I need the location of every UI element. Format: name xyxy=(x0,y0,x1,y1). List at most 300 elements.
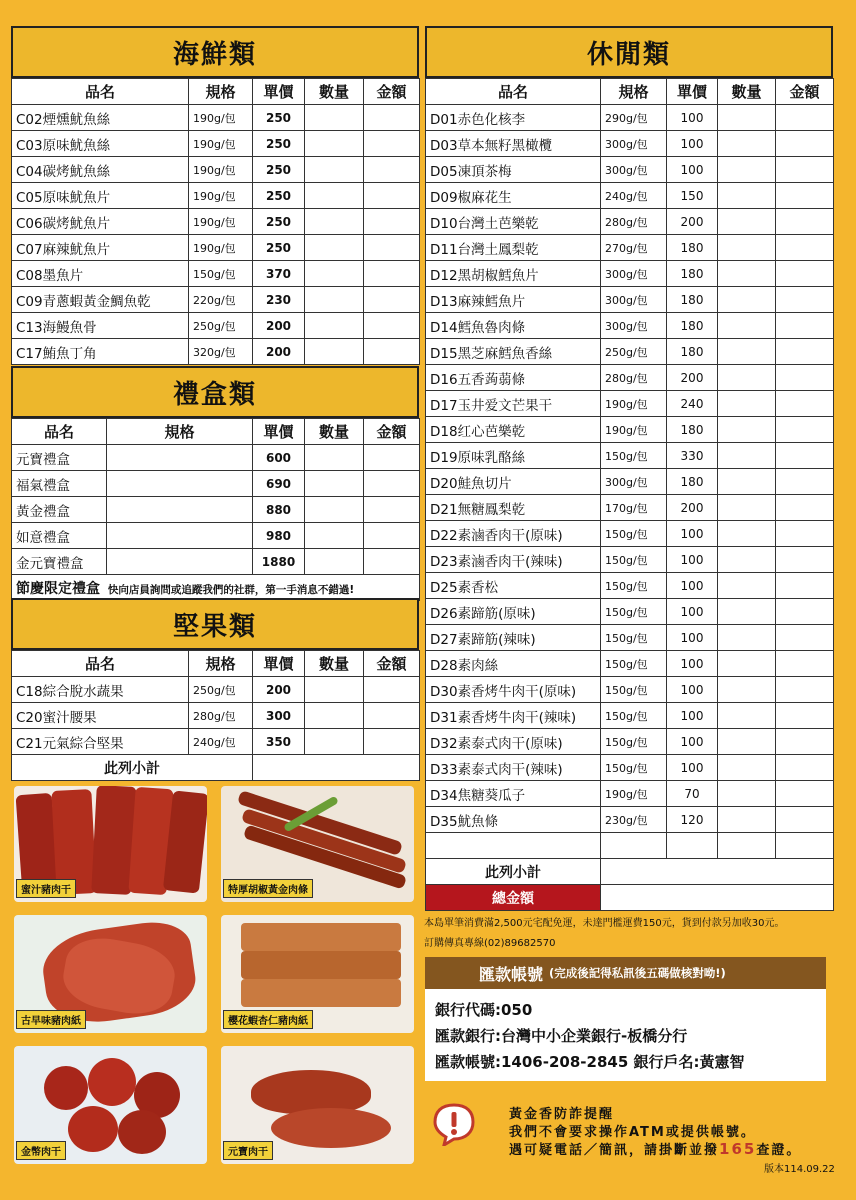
amount-cell[interactable] xyxy=(364,157,420,183)
amount-cell[interactable] xyxy=(776,417,834,443)
qty-input[interactable] xyxy=(718,521,776,547)
qty-input[interactable] xyxy=(718,157,776,183)
table-row xyxy=(426,261,834,287)
item-name: C17鮪魚丁角 xyxy=(12,339,189,365)
table-row xyxy=(12,131,420,157)
item-name: C08墨魚片 xyxy=(12,261,189,287)
item-name: 元寶禮盒 xyxy=(12,445,107,471)
snacks-subtotal-value[interactable] xyxy=(601,859,834,885)
col-header-qty: 數量 xyxy=(718,79,776,105)
amount-cell[interactable] xyxy=(364,287,420,313)
item-spec: 300g/包 xyxy=(601,313,667,339)
nuts-subtotal-value[interactable] xyxy=(253,755,420,781)
col-header-spec: 規格 xyxy=(189,651,253,677)
item-name: D11台灣土鳳梨乾 xyxy=(426,235,601,261)
item-spec: 280g/包 xyxy=(601,365,667,391)
amount-cell[interactable] xyxy=(364,703,420,729)
amount-cell[interactable] xyxy=(776,365,834,391)
table-row xyxy=(426,131,834,157)
item-price: 180 xyxy=(667,313,718,339)
qty-input[interactable] xyxy=(718,313,776,339)
item-name: D15黑芝麻鱈魚香絲 xyxy=(426,339,601,365)
bank-code: 銀行代碼:050 xyxy=(435,1001,533,1019)
col-header-qty: 數量 xyxy=(305,79,364,105)
col-header-amount: 金額 xyxy=(776,79,834,105)
item-spec: 150g/包 xyxy=(601,443,667,469)
item-name: C04碳烤魷魚絲 xyxy=(12,157,189,183)
table-row xyxy=(426,209,834,235)
qty-input[interactable] xyxy=(718,391,776,417)
item-spec xyxy=(107,523,253,549)
item-name: D18红心芭樂乾 xyxy=(426,417,601,443)
item-name: D14鱈魚魯肉條 xyxy=(426,313,601,339)
table-row xyxy=(12,287,420,313)
item-price: 70 xyxy=(667,781,718,807)
table-row xyxy=(426,105,834,131)
item-name: D12黑胡椒鱈魚片 xyxy=(426,261,601,287)
meat-shape xyxy=(118,1110,166,1154)
col-header-name: 品名 xyxy=(12,419,107,445)
table-row xyxy=(426,625,834,651)
item-price: 250 xyxy=(253,131,305,157)
qty-input[interactable] xyxy=(718,183,776,209)
qty-input[interactable] xyxy=(718,131,776,157)
amount-cell[interactable] xyxy=(776,781,834,807)
item-price: 880 xyxy=(253,497,305,523)
table-row xyxy=(426,157,834,183)
item-spec: 190g/包 xyxy=(601,781,667,807)
table-row xyxy=(426,729,834,755)
seafood-table xyxy=(11,78,420,365)
qty-input[interactable] xyxy=(305,677,364,703)
item-price: 100 xyxy=(667,755,718,781)
item-spec: 280g/包 xyxy=(601,209,667,235)
amount-cell[interactable] xyxy=(776,599,834,625)
bank-title-note: (完成後記得私訊後五碼做核對呦!) xyxy=(549,966,726,980)
qty-input[interactable] xyxy=(718,235,776,261)
amount-cell[interactable] xyxy=(364,549,420,575)
item-spec xyxy=(107,445,253,471)
qty-input[interactable] xyxy=(718,339,776,365)
item-spec: 250g/包 xyxy=(189,313,253,339)
item-price: 250 xyxy=(253,209,305,235)
amount-cell[interactable] xyxy=(776,287,834,313)
item-name: 黃金禮盒 xyxy=(12,497,107,523)
item-name: 如意禮盒 xyxy=(12,523,107,549)
item-spec: 150g/包 xyxy=(601,521,667,547)
photo-pepper-meat-strips xyxy=(221,786,414,902)
amount-cell[interactable] xyxy=(776,131,834,157)
qty-input[interactable] xyxy=(305,131,364,157)
item-price: 690 xyxy=(253,471,305,497)
qty-input[interactable] xyxy=(718,781,776,807)
item-name: D19原味乳酪絲 xyxy=(426,443,601,469)
table-row xyxy=(12,497,420,523)
meat-shape xyxy=(251,1070,371,1114)
item-price: 200 xyxy=(253,339,305,365)
table-row xyxy=(426,677,834,703)
table-row xyxy=(12,729,420,755)
col-header-name: 品名 xyxy=(426,79,601,105)
nuts-title: 堅果類 xyxy=(11,598,419,650)
item-name: D25素香松 xyxy=(426,573,601,599)
blank-cell xyxy=(667,833,718,859)
item-price: 300 xyxy=(253,703,305,729)
meat-shape xyxy=(88,1058,136,1106)
col-header-spec: 規格 xyxy=(189,79,253,105)
seafood-title: 海鮮類 xyxy=(11,26,419,78)
qty-input[interactable] xyxy=(305,549,364,575)
qty-input[interactable] xyxy=(718,105,776,131)
item-spec: 190g/包 xyxy=(189,235,253,261)
item-spec: 250g/包 xyxy=(601,339,667,365)
anti-fraud-hotline: 165 xyxy=(719,1140,757,1158)
item-name: D26素蹄筋(原味) xyxy=(426,599,601,625)
amount-cell[interactable] xyxy=(364,209,420,235)
item-price: 100 xyxy=(667,157,718,183)
table-row xyxy=(12,261,420,287)
table-row xyxy=(426,365,834,391)
amount-cell[interactable] xyxy=(776,677,834,703)
qty-input[interactable] xyxy=(305,339,364,365)
bank-name: 匯款銀行:台灣中小企業銀行-板橋分行 xyxy=(435,1027,688,1045)
giftbox-title: 禮盒類 xyxy=(11,366,419,418)
qty-input[interactable] xyxy=(305,703,364,729)
item-spec: 150g/包 xyxy=(601,677,667,703)
amount-cell[interactable] xyxy=(776,313,834,339)
holiday-note: 快向店員詢問或追蹤我們的社群，第一手消息不錯過! xyxy=(107,583,355,596)
item-price: 100 xyxy=(667,651,718,677)
item-spec: 320g/包 xyxy=(189,339,253,365)
item-price: 980 xyxy=(253,523,305,549)
qty-input[interactable] xyxy=(718,755,776,781)
item-price: 100 xyxy=(667,131,718,157)
item-name: D27素蹄筋(辣味) xyxy=(426,625,601,651)
meat-shape xyxy=(241,951,401,979)
qty-input[interactable] xyxy=(305,445,364,471)
item-name: C03原味魷魚絲 xyxy=(12,131,189,157)
table-row xyxy=(426,313,834,339)
item-spec: 190g/包 xyxy=(601,417,667,443)
qty-input[interactable] xyxy=(305,471,364,497)
item-name: D05凍頂茶梅 xyxy=(426,157,601,183)
amount-cell[interactable] xyxy=(776,807,834,833)
photo-caption: 櫻花蝦杏仁豬肉紙 xyxy=(223,1010,313,1029)
amount-cell[interactable] xyxy=(776,157,834,183)
item-price: 240 xyxy=(667,391,718,417)
table-row xyxy=(12,339,420,365)
qty-input[interactable] xyxy=(305,105,364,131)
qty-input[interactable] xyxy=(305,729,364,755)
item-spec: 150g/包 xyxy=(601,599,667,625)
meat-shape xyxy=(241,979,401,1007)
amount-cell[interactable] xyxy=(364,313,420,339)
item-price: 180 xyxy=(667,287,718,313)
table-row xyxy=(12,105,420,131)
col-header-name: 品名 xyxy=(12,651,189,677)
warning-icon xyxy=(432,1102,476,1146)
qty-input[interactable] xyxy=(718,469,776,495)
amount-cell[interactable] xyxy=(364,261,420,287)
item-price: 100 xyxy=(667,677,718,703)
item-spec: 290g/包 xyxy=(601,105,667,131)
nuts-subtotal-label: 此列小計 xyxy=(12,755,253,781)
qty-input[interactable] xyxy=(305,287,364,313)
col-header-price: 單價 xyxy=(253,419,305,445)
item-spec: 250g/包 xyxy=(189,677,253,703)
photo-caption: 蜜汁豬肉干 xyxy=(16,879,76,898)
amount-cell[interactable] xyxy=(364,445,420,471)
table-row xyxy=(426,755,834,781)
item-price: 250 xyxy=(253,105,305,131)
item-name: 金元寶禮盒 xyxy=(12,549,107,575)
amount-cell[interactable] xyxy=(776,495,834,521)
item-price: 180 xyxy=(667,261,718,287)
photo-yuanbao-jerky xyxy=(221,1046,414,1164)
item-spec: 150g/包 xyxy=(601,625,667,651)
qty-input[interactable] xyxy=(718,625,776,651)
qty-input[interactable] xyxy=(718,495,776,521)
table-row xyxy=(12,235,420,261)
item-price: 120 xyxy=(667,807,718,833)
item-spec: 190g/包 xyxy=(189,105,253,131)
item-price: 100 xyxy=(667,729,718,755)
item-price: 180 xyxy=(667,339,718,365)
col-header-price: 單價 xyxy=(667,79,718,105)
item-price: 180 xyxy=(667,417,718,443)
item-spec: 190g/包 xyxy=(189,157,253,183)
photo-gold-coin-jerky xyxy=(14,1046,207,1164)
blank-cell xyxy=(776,833,834,859)
item-name: C06碳烤魷魚片 xyxy=(12,209,189,235)
amount-cell[interactable] xyxy=(364,677,420,703)
photo-caption: 金幣肉干 xyxy=(16,1141,66,1160)
meat-shape xyxy=(241,923,401,951)
item-spec: 150g/包 xyxy=(601,703,667,729)
table-row xyxy=(426,599,834,625)
qty-input[interactable] xyxy=(718,703,776,729)
item-name: D09椒麻花生 xyxy=(426,183,601,209)
amount-cell[interactable] xyxy=(776,521,834,547)
qty-input[interactable] xyxy=(718,677,776,703)
amount-cell[interactable] xyxy=(776,261,834,287)
item-name: D33素泰式肉干(辣味) xyxy=(426,755,601,781)
qty-input[interactable] xyxy=(305,261,364,287)
amount-cell[interactable] xyxy=(776,235,834,261)
table-row xyxy=(12,471,420,497)
photo-traditional-pork-paper xyxy=(14,915,207,1033)
col-header-amount: 金額 xyxy=(364,79,420,105)
item-price: 330 xyxy=(667,443,718,469)
amount-cell[interactable] xyxy=(364,729,420,755)
qty-input[interactable] xyxy=(718,443,776,469)
blank-cell xyxy=(601,833,667,859)
table-row xyxy=(426,807,834,833)
item-spec: 300g/包 xyxy=(601,261,667,287)
item-name: C05原味魷魚片 xyxy=(12,183,189,209)
table-row xyxy=(12,313,420,339)
qty-input[interactable] xyxy=(718,287,776,313)
item-name: D30素香烤牛肉干(原味) xyxy=(426,677,601,703)
item-price: 100 xyxy=(667,625,718,651)
qty-input[interactable] xyxy=(718,209,776,235)
grand-total-label: 總金額 xyxy=(426,885,601,911)
item-price: 1880 xyxy=(253,549,305,575)
table-row xyxy=(426,183,834,209)
amount-cell[interactable] xyxy=(776,547,834,573)
blank-cell xyxy=(426,833,601,859)
item-name: C13海鰻魚骨 xyxy=(12,313,189,339)
amount-cell[interactable] xyxy=(776,339,834,365)
warning-line-2 xyxy=(509,1139,801,1158)
amount-cell[interactable] xyxy=(364,131,420,157)
table-row xyxy=(426,573,834,599)
holiday-label: 節慶限定禮盒 xyxy=(16,580,100,597)
table-row xyxy=(12,157,420,183)
qty-input[interactable] xyxy=(718,547,776,573)
shipping-note: 本島單筆消費滿2,500元宅配免運，未達門檻運費150元，貨到付款另加收30元。 xyxy=(424,918,785,929)
amount-cell[interactable] xyxy=(364,183,420,209)
qty-input[interactable] xyxy=(305,209,364,235)
item-spec: 150g/包 xyxy=(601,729,667,755)
photo-caption: 古早味豬肉紙 xyxy=(16,1010,86,1029)
qty-input[interactable] xyxy=(305,157,364,183)
table-row xyxy=(426,417,834,443)
item-name: D01赤色化核李 xyxy=(426,105,601,131)
item-price: 250 xyxy=(253,157,305,183)
col-header-spec: 規格 xyxy=(107,419,253,445)
item-name: D35魷魚條 xyxy=(426,807,601,833)
bank-header xyxy=(425,957,826,989)
bank-box xyxy=(425,957,826,1081)
amount-cell[interactable] xyxy=(364,235,420,261)
amount-cell[interactable] xyxy=(776,625,834,651)
amount-cell[interactable] xyxy=(776,443,834,469)
col-header-amount: 金額 xyxy=(364,651,420,677)
qty-input[interactable] xyxy=(305,523,364,549)
item-name: D21無糖鳳梨乾 xyxy=(426,495,601,521)
table-row xyxy=(12,703,420,729)
item-price: 250 xyxy=(253,183,305,209)
bank-title: 匯款帳號 xyxy=(479,964,544,984)
amount-cell[interactable] xyxy=(364,471,420,497)
qty-input[interactable] xyxy=(305,183,364,209)
version-label: 版本114.09.22 xyxy=(764,1164,835,1175)
qty-input[interactable] xyxy=(305,497,364,523)
table-row xyxy=(426,235,834,261)
item-price: 150 xyxy=(667,183,718,209)
giftbox-table xyxy=(11,418,420,601)
photo-honey-pork-jerky xyxy=(14,786,207,902)
col-header-name: 品名 xyxy=(12,79,189,105)
item-name: C18綜合脫水蔬果 xyxy=(12,677,189,703)
bank-account: 匯款帳號:1406-208-2845 銀行戶名:黃憲智 xyxy=(435,1053,745,1071)
col-header-qty: 數量 xyxy=(305,419,364,445)
amount-cell[interactable] xyxy=(776,105,834,131)
amount-cell[interactable] xyxy=(776,183,834,209)
item-spec: 150g/包 xyxy=(601,755,667,781)
item-name: C09青蔥蝦黃金鯛魚乾 xyxy=(12,287,189,313)
amount-cell[interactable] xyxy=(776,209,834,235)
item-price: 180 xyxy=(667,469,718,495)
qty-input[interactable] xyxy=(718,261,776,287)
item-price: 600 xyxy=(253,445,305,471)
item-price: 200 xyxy=(253,677,305,703)
amount-cell[interactable] xyxy=(364,105,420,131)
item-spec: 190g/包 xyxy=(601,391,667,417)
item-price: 230 xyxy=(253,287,305,313)
qty-input[interactable] xyxy=(718,365,776,391)
grand-total-value[interactable] xyxy=(601,885,834,911)
amount-cell[interactable] xyxy=(776,651,834,677)
amount-cell[interactable] xyxy=(776,729,834,755)
table-row xyxy=(12,183,420,209)
qty-input[interactable] xyxy=(305,313,364,339)
amount-cell[interactable] xyxy=(776,755,834,781)
item-name: D28素肉絲 xyxy=(426,651,601,677)
table-row xyxy=(12,549,420,575)
item-spec: 280g/包 xyxy=(189,703,253,729)
item-spec: 300g/包 xyxy=(601,287,667,313)
table-row xyxy=(426,287,834,313)
item-spec: 300g/包 xyxy=(601,131,667,157)
item-name: D17玉井爱文芒果干 xyxy=(426,391,601,417)
qty-input[interactable] xyxy=(718,807,776,833)
item-name: D32素泰式肉干(原味) xyxy=(426,729,601,755)
qty-input[interactable] xyxy=(718,599,776,625)
qty-input[interactable] xyxy=(718,573,776,599)
qty-input[interactable] xyxy=(305,235,364,261)
item-price: 200 xyxy=(667,365,718,391)
item-spec: 240g/包 xyxy=(189,729,253,755)
item-name: D20鮭魚切片 xyxy=(426,469,601,495)
item-spec: 190g/包 xyxy=(189,183,253,209)
amount-cell[interactable] xyxy=(776,391,834,417)
qty-input[interactable] xyxy=(718,729,776,755)
item-spec: 270g/包 xyxy=(601,235,667,261)
table-row xyxy=(426,547,834,573)
item-name: D34焦糖葵瓜子 xyxy=(426,781,601,807)
photo-sakura-shrimp-almond-pork-paper xyxy=(221,915,414,1033)
nuts-table xyxy=(11,650,420,781)
qty-input[interactable] xyxy=(718,417,776,443)
amount-cell[interactable] xyxy=(776,469,834,495)
amount-cell[interactable] xyxy=(364,523,420,549)
amount-cell[interactable] xyxy=(776,703,834,729)
snacks-table xyxy=(425,78,834,911)
item-name: D10台灣土芭樂乾 xyxy=(426,209,601,235)
item-spec: 190g/包 xyxy=(189,131,253,157)
snacks-subtotal-label: 此列小計 xyxy=(426,859,601,885)
table-row xyxy=(12,209,420,235)
qty-input[interactable] xyxy=(718,651,776,677)
item-spec: 170g/包 xyxy=(601,495,667,521)
item-price: 180 xyxy=(667,235,718,261)
table-row xyxy=(12,677,420,703)
amount-cell[interactable] xyxy=(364,339,420,365)
table-row xyxy=(426,651,834,677)
item-spec: 150g/包 xyxy=(601,547,667,573)
item-price: 250 xyxy=(253,235,305,261)
amount-cell[interactable] xyxy=(364,497,420,523)
amount-cell[interactable] xyxy=(776,573,834,599)
item-price: 350 xyxy=(253,729,305,755)
col-header-price: 單價 xyxy=(253,79,305,105)
table-row xyxy=(12,445,420,471)
item-spec: 220g/包 xyxy=(189,287,253,313)
table-row xyxy=(426,495,834,521)
item-price: 100 xyxy=(667,599,718,625)
